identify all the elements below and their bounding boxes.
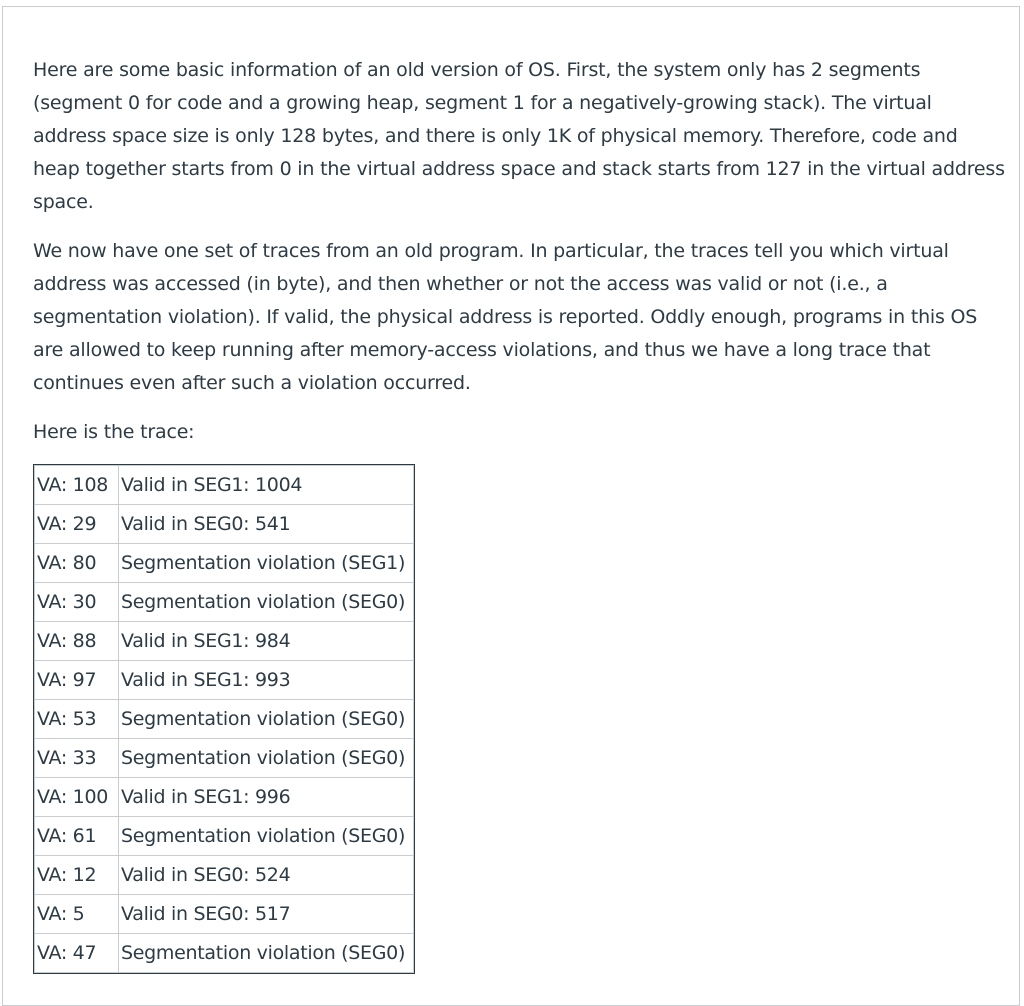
va-cell: VA: 88 <box>35 622 119 661</box>
question-panel <box>2 6 1020 1006</box>
result-cell: Segmentation violation (SEG1) <box>119 544 414 583</box>
result-cell: Valid in SEG1: 984 <box>119 622 414 661</box>
result-cell: Segmentation violation (SEG0) <box>119 817 414 856</box>
va-cell: VA: 47 <box>35 934 119 973</box>
table-row <box>35 895 414 934</box>
va-cell: VA: 97 <box>35 661 119 700</box>
va-cell: VA: 100 <box>35 778 119 817</box>
table-row <box>35 856 414 895</box>
result-cell: Segmentation violation (SEG0) <box>119 700 414 739</box>
intro-paragraph-os-info: Here are some basic information of an old version of OS. First, the system only has 2 segments (segment 0 for code and a growing heap, segment 1 for a negatively-growing stack). The virtual address space size is only 128 bytes, and there is only 1K of physical memory. Therefore, code and heap together starts from 0 in the virtual address space and stack starts from 127 in the virtual address space. <box>33 59 1005 213</box>
table-row <box>35 505 414 544</box>
va-cell: VA: 5 <box>35 895 119 934</box>
result-cell: Segmentation violation (SEG0) <box>119 583 414 622</box>
table-row <box>35 700 414 739</box>
va-cell: VA: 30 <box>35 583 119 622</box>
table-row <box>35 583 414 622</box>
trace-heading: Here is the trace: <box>33 421 195 443</box>
trace-table <box>34 465 414 973</box>
table-row <box>35 544 414 583</box>
table-row <box>35 817 414 856</box>
question-content <box>33 54 1008 973</box>
result-cell: Valid in SEG1: 1004 <box>119 466 414 505</box>
result-cell: Valid in SEG1: 996 <box>119 778 414 817</box>
result-cell: Valid in SEG0: 517 <box>119 895 414 934</box>
table-row <box>35 778 414 817</box>
va-cell: VA: 33 <box>35 739 119 778</box>
va-cell: VA: 80 <box>35 544 119 583</box>
table-row <box>35 739 414 778</box>
va-cell: VA: 53 <box>35 700 119 739</box>
result-cell: Valid in SEG0: 524 <box>119 856 414 895</box>
va-cell: VA: 12 <box>35 856 119 895</box>
result-cell: Segmentation violation (SEG0) <box>119 934 414 973</box>
table-row <box>35 622 414 661</box>
result-cell: Valid in SEG1: 993 <box>119 661 414 700</box>
intro-paragraph-traces: We now have one set of traces from an old program. In particular, the traces tell you which virtual address was accessed (in byte), and then whether or not the access was valid or not (i.e., a segmentation violation). If valid, the physical address is reported. Oddly enough, programs in this OS are allowed to keep running after memory-access violations, and thus we have a long trace that continues even after such a violation occurred. <box>33 240 978 394</box>
table-row <box>35 466 414 505</box>
va-cell: VA: 61 <box>35 817 119 856</box>
table-row <box>35 934 414 973</box>
va-cell: VA: 29 <box>35 505 119 544</box>
va-cell: VA: 108 <box>35 466 119 505</box>
table-row <box>35 661 414 700</box>
result-cell: Segmentation violation (SEG0) <box>119 739 414 778</box>
result-cell: Valid in SEG0: 541 <box>119 505 414 544</box>
